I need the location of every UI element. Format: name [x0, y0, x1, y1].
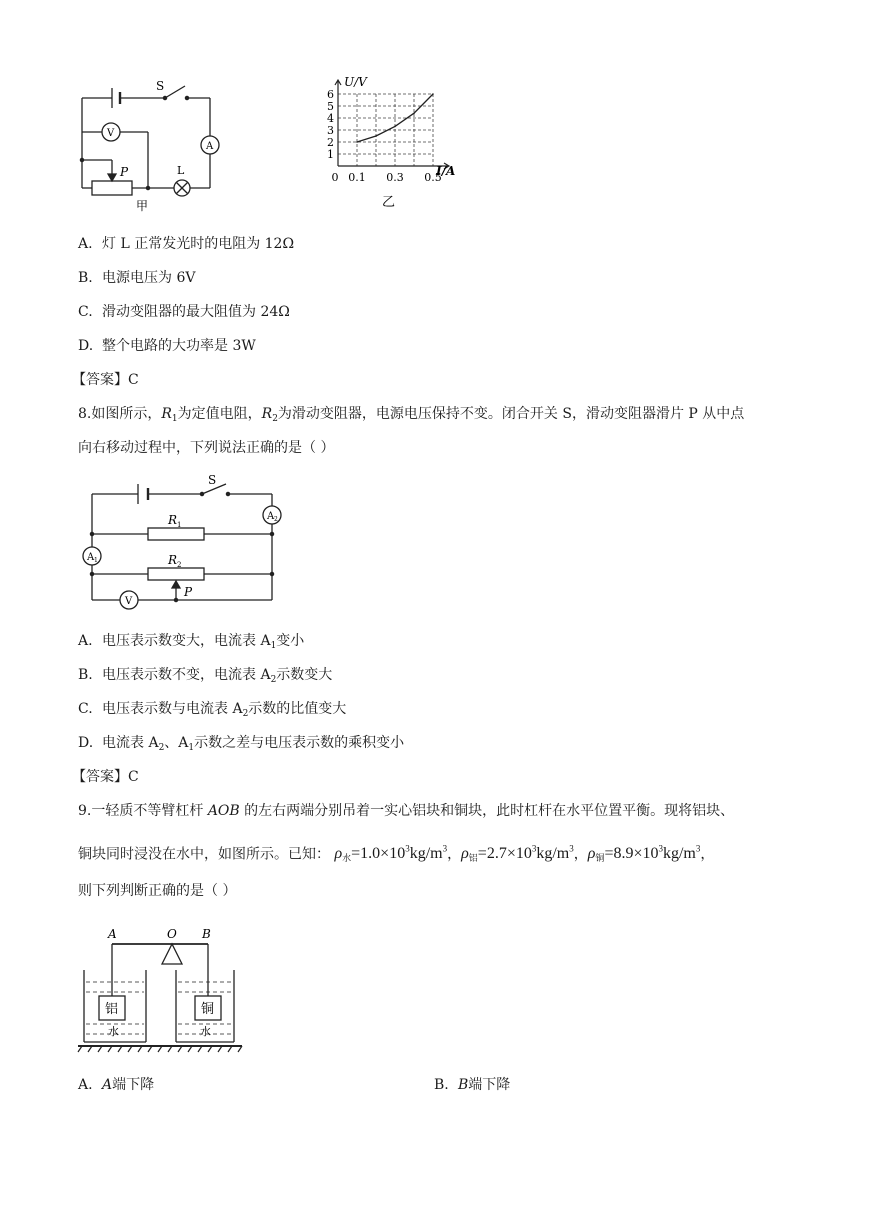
q8-option-b — [78, 666, 332, 689]
option-text: 整个电路的大功率是 3W — [102, 338, 256, 354]
chart-data-point — [394, 126, 396, 128]
q9-label-b: B — [202, 927, 211, 941]
rho-exp: 3 — [531, 844, 537, 854]
q9-stem-line1 — [78, 802, 734, 820]
q9-water-right-label: 水 — [200, 1025, 211, 1038]
option-letter: B. — [434, 1077, 449, 1093]
chart-x-tick-label: 0 — [331, 171, 339, 184]
q8-stem-text: 8.如图所示， — [78, 406, 162, 422]
q8-r2-label: R — [168, 553, 178, 567]
rho-exp: 3 — [658, 844, 663, 854]
q9-stem-line2: 铜块同时浸没在水中，如图所示。已知： $\rho_水=1.0\times 10^3kg/m^3$，$\rho_铝=2.7\times 10^3kg/m^3$，$\rho_铜=8.9\times 10^3kg/m^3$， — [78, 844, 715, 864]
chart-data-point — [413, 112, 415, 114]
rho-value: =2.7×10 — [477, 845, 532, 863]
rho-symbol: ρ — [587, 845, 596, 863]
q7-option-a — [78, 235, 294, 253]
chart-y-axis-label: U/V — [344, 75, 367, 89]
rho-unit: kg/m — [662, 845, 696, 863]
rho-value: =8.9×10 — [604, 845, 659, 863]
option-text: 电源电压为 6V — [102, 270, 196, 286]
q8-voltmeter-label: V — [125, 596, 133, 607]
q9-option-a — [78, 1076, 154, 1094]
q8-stem-text: 为定值电阻， — [177, 406, 262, 422]
q8-circuit-figure — [76, 472, 288, 612]
chart-x-tick-label: 0.3 — [386, 171, 404, 184]
option-sub: 2 — [242, 709, 249, 719]
q9-aob-symbol: AOB — [207, 803, 240, 819]
q7-circuit-figure — [70, 70, 230, 220]
q8-a2-label: A — [267, 511, 275, 522]
chart-y-tick-label: 5 — [327, 100, 334, 113]
q8-r2-sub: 2 — [272, 414, 278, 424]
option-letter: D. — [78, 735, 94, 751]
chart-x-tick-label: 0.1 — [348, 171, 366, 184]
chart-y-axis — [335, 80, 341, 166]
rho-unit-exp: 3 — [695, 844, 701, 854]
q7-answer: 【答案】C — [72, 372, 139, 388]
rho-water-formula — [334, 845, 447, 862]
q9-stem-text: 的左右两端分别吊着一实心铝块和铜块，此时杠杆在水平位置平衡。现将铝块、 — [239, 803, 735, 819]
option-sub: 1 — [270, 641, 277, 651]
option-sub: 1 — [188, 743, 195, 753]
q7-voltmeter-label: V — [107, 128, 115, 139]
option-letter: C. — [78, 701, 93, 717]
q8-r2-label-sub: 2 — [177, 561, 182, 569]
q8-option-c — [78, 700, 346, 723]
chart-x-axis — [338, 163, 449, 169]
option-text: 电压表示数不变，电流表 A — [102, 667, 271, 683]
q8-stem-text: 为滑动变阻器，电源电压保持不变。闭合开关 S，滑动变阻器滑片 P 从中点 — [277, 406, 745, 422]
q8-r1-label: R — [168, 513, 178, 527]
q7-slider-label: P — [120, 165, 129, 179]
chart-data-point — [356, 141, 358, 143]
q9-water-left-label: 水 — [108, 1025, 119, 1038]
q8-r1-label-sub: 1 — [177, 521, 182, 529]
rho-sub: 铜 — [595, 853, 605, 864]
option-point: A — [102, 1077, 113, 1093]
q8-stem-line1 — [78, 405, 744, 428]
rho-unit-exp: 3 — [569, 844, 574, 854]
chart-y-tick-label: 2 — [327, 136, 334, 149]
chart-caption-yi: 乙 — [382, 195, 396, 210]
q7-fig-caption-jia: 甲 — [136, 199, 149, 213]
rho-sub: 铝 — [468, 853, 478, 864]
chart-y-tick-label: 4 — [327, 112, 334, 125]
q8-slider-label: P — [184, 585, 193, 599]
q9-stem-line3: 则下列判断正确的是（ ） — [78, 883, 237, 899]
chart-x-axis-label: I/A — [436, 164, 456, 178]
q8-a2-sub: 2 — [274, 516, 278, 523]
rho-unit: kg/m — [409, 845, 443, 863]
option-text: 、A — [164, 735, 189, 751]
q9-lever-figure — [76, 924, 248, 1054]
q8-r1-symbol: R — [161, 406, 172, 422]
chart-y-tick-label: 6 — [327, 88, 334, 101]
option-text: 示数变大 — [276, 667, 333, 683]
rho-exp: 3 — [405, 844, 410, 854]
chart-y-tick-label: 1 — [327, 148, 334, 161]
option-sub: 2 — [158, 743, 165, 753]
q7-option-b — [78, 269, 195, 287]
rho-symbol: ρ — [334, 845, 343, 863]
option-text: 电流表 A — [102, 735, 159, 751]
q7-lamp-label: L — [177, 164, 185, 177]
q7-option-c — [78, 303, 290, 321]
chart-y-tick-label: 3 — [327, 124, 334, 137]
chart-data-point — [375, 135, 377, 137]
q8-a1-label: A — [87, 552, 95, 563]
q7-option-d — [78, 337, 256, 355]
option-text: 电压表示数变大，电流表 A — [102, 633, 271, 649]
rho-al-formula — [461, 845, 574, 862]
option-letter: B. — [78, 667, 93, 683]
q7-ui-chart — [318, 72, 468, 214]
option-text: 端下降 — [112, 1077, 155, 1093]
q9-stem-text: 9.一轻质不等臂杠杆 — [78, 803, 208, 819]
q8-r2-symbol: R — [261, 406, 273, 422]
q8-a1-sub: 1 — [94, 557, 98, 564]
q8-stem-line2: 向右移动过程中，下列说法正确的是（ ） — [78, 440, 335, 456]
q7-switch-label: S — [156, 79, 165, 93]
q8-switch-label: S — [208, 473, 217, 487]
q8-option-a — [78, 632, 304, 655]
rho-unit-exp: 3 — [442, 844, 448, 854]
q9-label-a: A — [108, 927, 117, 941]
q8-r1-sub: 1 — [171, 414, 178, 424]
option-text: 端下降 — [468, 1077, 511, 1093]
option-text: 灯 L 正常发光时的电阻为 12Ω — [102, 236, 295, 252]
option-letter: A. — [78, 236, 93, 252]
option-text: 示数的比值变大 — [248, 701, 347, 717]
q9-option-b — [434, 1076, 510, 1094]
rho-value: =1.0×10 — [351, 845, 406, 863]
option-letter: A. — [78, 1077, 93, 1093]
rho-symbol: ρ — [461, 845, 469, 863]
option-text: 示数之差与电压表示数的乘积变小 — [194, 735, 405, 751]
chart-data-point — [432, 93, 434, 95]
option-letter: C. — [78, 304, 93, 320]
rho-sub: 水 — [342, 853, 352, 864]
option-point: B — [458, 1077, 469, 1093]
option-text: 变小 — [276, 633, 305, 649]
q9-label-o: O — [167, 927, 177, 941]
option-sub: 2 — [270, 675, 277, 685]
q8-answer: 【答案】C — [72, 769, 139, 785]
q8-option-d — [78, 734, 404, 757]
q9-stem-text: 铜块同时浸没在水中，如图所示。已知： — [78, 846, 330, 863]
option-letter: B. — [78, 270, 93, 286]
q7-ammeter-label: A — [206, 141, 214, 152]
q9-copper-label: 铜 — [201, 1002, 215, 1017]
option-text: 电压表示数与电流表 A — [102, 701, 243, 717]
chart-x-tick-label: 0.5 — [424, 171, 442, 184]
option-letter: A. — [78, 633, 93, 649]
rho-cu-formula — [588, 845, 701, 862]
option-letter: D. — [78, 338, 94, 354]
q9-aluminum-label: 铝 — [105, 1002, 119, 1017]
option-text: 滑动变阻器的最大阻值为 24Ω — [102, 304, 290, 320]
rho-unit: kg/m — [536, 845, 570, 863]
